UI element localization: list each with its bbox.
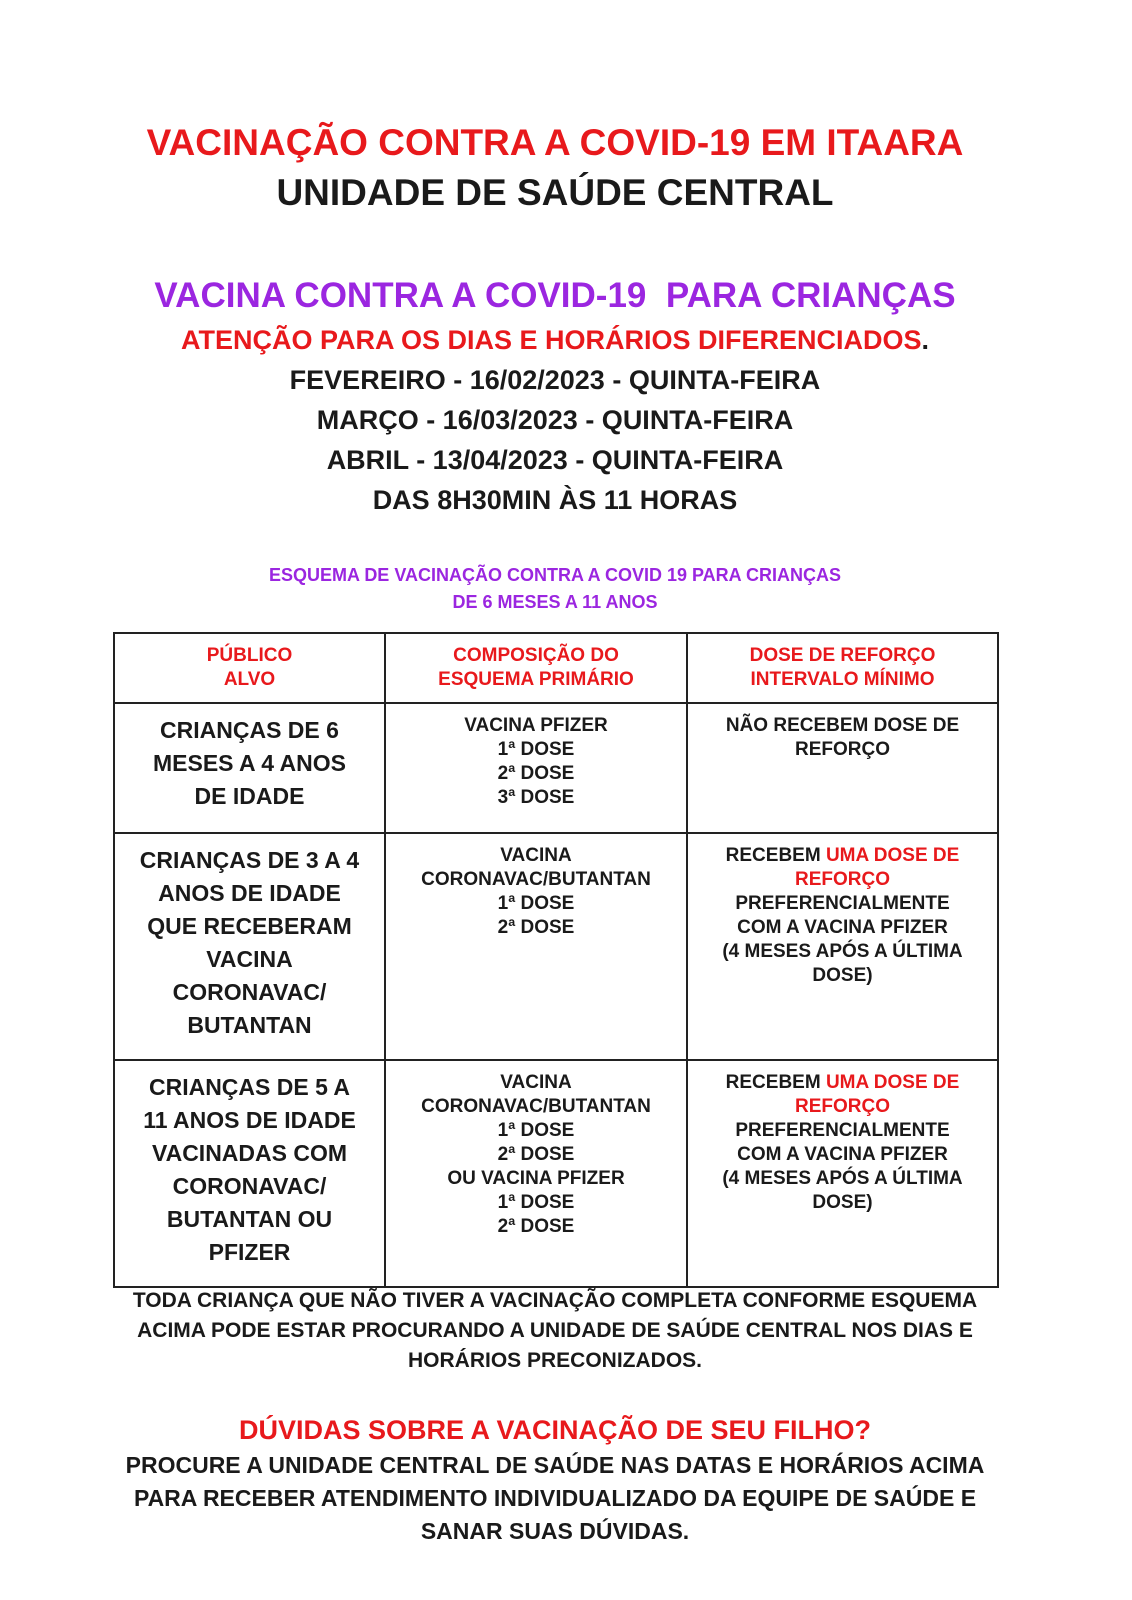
cell-reforco <box>687 833 998 1060</box>
doubts-line: PARA RECEBER ATENDIMENTO INDIVIDUALIZADO DA EQUIPE DE SAÚDE E <box>133 1485 977 1511</box>
scheme-title <box>0 562 1110 616</box>
cell-composicao <box>385 1060 687 1287</box>
cell-publico <box>114 703 385 833</box>
doubts-title: DÚVIDAS SOBRE A VACINAÇÃO DE SEU FILHO? <box>238 1415 872 1445</box>
opening-hours: DAS 8H30MIN ÀS 11 HORAS <box>372 485 738 515</box>
cell-line: VACINADAS COM <box>151 1140 348 1166</box>
cell-line: 2ª DOSE <box>497 917 575 938</box>
cell-line: VACINA <box>500 845 572 866</box>
cell-publico <box>114 833 385 1060</box>
header-reforco <box>687 633 998 703</box>
header-text: ESQUEMA PRIMÁRIO <box>438 669 634 690</box>
cell-line <box>688 1071 997 1095</box>
cell-reforco <box>687 703 998 833</box>
cell-line: VACINA <box>206 946 293 972</box>
table-row <box>114 1060 998 1287</box>
cell-line: ANOS DE IDADE <box>158 880 341 906</box>
cell-line: 1ª DOSE <box>497 1120 575 1141</box>
cell-line: COM A VACINA PFIZER <box>737 917 948 938</box>
header-text: INTERVALO MÍNIMO <box>750 669 935 690</box>
cell-line: REFORÇO <box>795 739 890 760</box>
cell-line: 1ª DOSE <box>497 1192 575 1213</box>
cell-line: NÃO RECEBEM DOSE DE <box>725 715 960 736</box>
cell-line: BUTANTAN OU <box>166 1206 333 1232</box>
main-title: VACINAÇÃO CONTRA A COVID-19 EM ITAARA <box>146 122 964 163</box>
cell-line: MESES A 4 ANOS <box>153 750 346 776</box>
cell-line <box>688 844 997 868</box>
date-february: FEVEREIRO - 16/02/2023 - QUINTA-FEIRA <box>289 365 821 395</box>
cell-line: CORONAVAC/BUTANTAN <box>421 869 651 890</box>
cell-line: QUE RECEBERAM <box>147 913 352 939</box>
cell-line: CORONAVAC/ <box>172 979 327 1005</box>
cell-line: 3ª DOSE <box>497 787 575 808</box>
date-march: MARÇO - 16/03/2023 - QUINTA-FEIRA <box>316 405 794 435</box>
cell-line: 2ª DOSE <box>497 1144 575 1165</box>
cell-line: DOSE) <box>812 965 873 986</box>
attention-notice <box>0 320 1110 360</box>
table-row <box>114 833 998 1060</box>
doubts-section <box>0 1411 1110 1548</box>
note-line: ACIMA PODE ESTAR PROCURANDO A UNIDADE DE SAÚDE CENTRAL NOS DIAS E <box>137 1319 973 1342</box>
doubts-line: PROCURE A UNIDADE CENTRAL DE SAÚDE NAS DATAS E HORÁRIOS ACIMA <box>125 1452 985 1478</box>
cell-reforco <box>687 1060 998 1287</box>
cell-line: CORONAVAC/ <box>172 1173 327 1199</box>
header-text: COMPOSIÇÃO DO <box>453 645 619 666</box>
table-row <box>114 703 998 833</box>
cell-line: 11 ANOS DE IDADE <box>143 1107 356 1133</box>
table-header-row <box>114 633 998 703</box>
cell-line: 2ª DOSE <box>497 1216 575 1237</box>
header-composicao <box>385 633 687 703</box>
cell-line: (4 MESES APÓS A ÚLTIMA <box>722 941 963 962</box>
kids-section-title: VACINA CONTRA A COVID-19 PARA CRIANÇAS <box>154 276 956 315</box>
attention-text: ATENÇÃO PARA OS DIAS E HORÁRIOS DIFERENCIADOS <box>180 325 922 355</box>
cell-line: PREFERENCIALMENTE <box>735 1120 950 1141</box>
scheme-title-line-1: ESQUEMA DE VACINAÇÃO CONTRA A COVID 19 PARA CRIANÇAS <box>268 565 842 585</box>
cell-line: PFIZER <box>208 1239 291 1265</box>
reforco-highlight: REFORÇO <box>795 869 890 890</box>
cell-line: VACINA <box>500 1072 572 1093</box>
cell-line: VACINA PFIZER <box>464 715 608 736</box>
cell-line: COM A VACINA PFIZER <box>737 1144 948 1165</box>
cell-line: OU VACINA PFIZER <box>447 1168 625 1189</box>
cell-line: PREFERENCIALMENTE <box>735 893 950 914</box>
date-april: ABRIL - 13/04/2023 - QUINTA-FEIRA <box>326 445 784 475</box>
note-line: HORÁRIOS PRECONIZADOS. <box>407 1349 703 1372</box>
scheme-title-line-2: DE 6 MESES A 11 ANOS <box>452 592 658 612</box>
cell-composicao <box>385 703 687 833</box>
reforco-prefix: RECEBEM <box>725 845 826 866</box>
incomplete-vaccination-note <box>0 1286 1110 1376</box>
reforco-prefix: RECEBEM <box>725 1072 826 1093</box>
attention-period: . <box>921 325 930 355</box>
header-text: ALVO <box>223 669 276 690</box>
kids-vaccination-section <box>0 272 1110 520</box>
cell-line: DE IDADE <box>194 783 305 809</box>
cell-line: 1ª DOSE <box>497 893 575 914</box>
page-header <box>0 118 1110 218</box>
cell-line: (4 MESES APÓS A ÚLTIMA <box>722 1168 963 1189</box>
header-publico-alvo <box>114 633 385 703</box>
note-line: TODA CRIANÇA QUE NÃO TIVER A VACINAÇÃO COMPLETA CONFORME ESQUEMA <box>132 1289 978 1312</box>
doubts-line: SANAR SUAS DÚVIDAS. <box>420 1518 690 1544</box>
reforco-highlight: UMA DOSE DE <box>825 1072 960 1093</box>
cell-line: BUTANTAN <box>187 1012 312 1038</box>
cell-line: 1ª DOSE <box>497 739 575 760</box>
cell-line: DOSE) <box>812 1192 873 1213</box>
unit-subtitle: UNIDADE DE SAÚDE CENTRAL <box>276 172 834 213</box>
cell-composicao <box>385 833 687 1060</box>
cell-publico <box>114 1060 385 1287</box>
header-text: DOSE DE REFORÇO <box>749 645 936 666</box>
reforco-highlight: UMA DOSE DE <box>825 845 960 866</box>
cell-line: CRIANÇAS DE 3 A 4 <box>139 847 360 873</box>
header-text: PÚBLICO <box>206 645 293 666</box>
cell-line: CRIANÇAS DE 5 A <box>148 1074 351 1100</box>
vaccination-scheme-table <box>113 632 999 1288</box>
reforco-highlight: REFORÇO <box>795 1096 890 1117</box>
cell-line: 2ª DOSE <box>497 763 575 784</box>
cell-line: CORONAVAC/BUTANTAN <box>421 1096 651 1117</box>
cell-line: CRIANÇAS DE 6 <box>160 717 339 743</box>
